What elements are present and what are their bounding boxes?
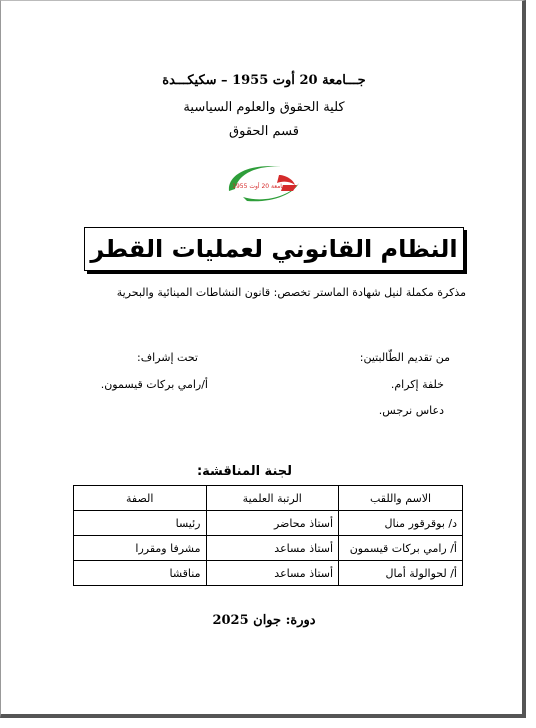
table-row bbox=[74, 511, 463, 536]
member-role: مناقشا bbox=[74, 561, 207, 586]
table-row bbox=[74, 536, 463, 561]
table-header-row bbox=[74, 486, 463, 511]
column-header: الاسم واللقب bbox=[339, 486, 463, 511]
university-logo-icon bbox=[223, 161, 303, 205]
table-row bbox=[74, 561, 463, 586]
session-date: دورة: جوان 2025 bbox=[212, 613, 316, 628]
member-name: أ/ لحوالولة أمال bbox=[339, 561, 463, 586]
member-name: أ/ رامي بركات قيسمون bbox=[339, 536, 463, 561]
student-name: خلفة إكرام. bbox=[390, 378, 444, 391]
thesis-title: النظام القانوني لعمليات القطر bbox=[84, 227, 464, 271]
member-name: د/ بوقرقور منال bbox=[339, 511, 463, 536]
faculty-name: كلية الحقوق والعلوم السياسية bbox=[183, 100, 345, 115]
committee-table bbox=[73, 485, 463, 586]
member-role: مشرفا ومقررا bbox=[74, 536, 207, 561]
member-rank: أستاذ مساعد bbox=[206, 536, 339, 561]
student-name: دعاس نرجس. bbox=[378, 404, 444, 417]
member-role: رئيسا bbox=[74, 511, 207, 536]
logo-text: جامعة 20 أوت 1955 bbox=[232, 183, 286, 190]
column-header: الرتبة العلمية bbox=[206, 486, 339, 511]
supervised-by-label: تحت إشراف: bbox=[137, 351, 198, 364]
supervisor-name: أ/رامي بركات قيسمون. bbox=[100, 378, 208, 391]
committee-title: لجنة المناقشة: bbox=[196, 464, 292, 479]
column-header: الصفة bbox=[74, 486, 207, 511]
thesis-subtitle: مذكرة مكملة لنيل شهادة الماستر تخصص: قانون النشاطات المينائية والبحرية bbox=[116, 286, 466, 299]
member-rank: أستاذ محاضر bbox=[206, 511, 339, 536]
member-rank: أستاذ مساعد bbox=[206, 561, 339, 586]
university-name: جـــامعة 20 أوت 1955 – سكيكـــدة bbox=[162, 73, 366, 88]
presented-by-label: من تقديم الطّالبتين: bbox=[359, 351, 450, 364]
department-name: قسم الحقوق bbox=[229, 124, 299, 139]
